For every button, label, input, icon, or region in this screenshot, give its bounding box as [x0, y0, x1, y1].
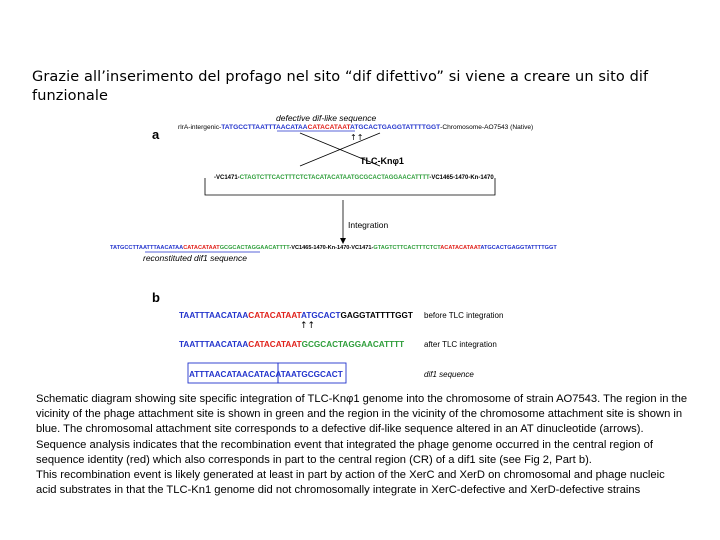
integration-label: Integration [348, 220, 389, 230]
phage-sequence: -VC1471-CTAGTCTTCACTTTCTCTACATACATAATGCGCACTAGGAACATTTT-VC1465-1470-Kn-1470 [214, 175, 494, 181]
before-integration-label: before TLC integration [424, 311, 504, 320]
defective-dif-label: defective dif-like sequence [276, 113, 377, 123]
reconstituted-label: reconstituted dif1 sequence [143, 253, 247, 263]
slide-heading: Grazie all’inserimento del profago nel sito “dif difettivo” si viene a creare un sito dif funzionale [32, 69, 649, 104]
phage-label: TLC-Knφ1 [360, 156, 404, 166]
caption-paragraph-2: This recombination event is likely generated at least in part by action of the XerC and XerD on chromosomal and phage nucleic acid substrates in that the TLC-Kn1 genome did not chromosomally integrate in XerC-defective and XerD-defective strains [36, 469, 665, 497]
after-integration-sequence: TAATTTAACATAACATACATAATGCGCACTAGGAACATTTT [179, 340, 405, 349]
panel-a-label: a [152, 127, 160, 142]
before-integration-sequence: TAATTTAACATAACATACATAATATGCACTGAGGTATTTTGGT [179, 311, 413, 320]
dif1-label: dif1 sequence [424, 370, 474, 379]
panel-b-label: b [152, 290, 160, 305]
integrated-sequence: TATGCCTTAATTTAACATAACATACATAATGCGCACTAGGAACATTTT-VC1465-1470-Kn-1470-VC1471-GTAGTCTTCACTTTCTCTACATACATAATATGCACTGAGGTATTTTGGT [110, 245, 557, 251]
at-arrows-b: ↑↑ [300, 321, 316, 331]
dif1-sequence: ATTTAACATAACATACATAATGCGCACT [189, 370, 343, 379]
native-sequence: rlrA-intergenic-TATGCCTTAATTTAACATAACATACATAATATGCACTGAGGTATTTTGGT-Chromosome-AO7543 (Native) [178, 124, 534, 131]
caption-paragraph-1: Schematic diagram showing site specific integration of TLC-Knφ1 genome into the chromosome of strain AO7543. The region in the vicinity of the phage attachment site is shown in green and the region in the vicinity of the chromosome attachment site is shown in blue. The chromosomal attachment site corresponds to a defective dif-like sequence altered in an AT dinucleotide (arrows). Sequence analysis indicates that the recombination event that integrated the phage genome occurred in the central region of sequence identity (red) which also corresponds in part to the central region (CR) of a dif1 site (see Fig 2, Part b). [36, 393, 688, 466]
at-arrows-top: ↑↑ [350, 133, 364, 142]
figure-caption [36, 392, 688, 498]
after-integration-label: after TLC integration [424, 340, 497, 349]
integration-arrowhead [340, 238, 346, 244]
